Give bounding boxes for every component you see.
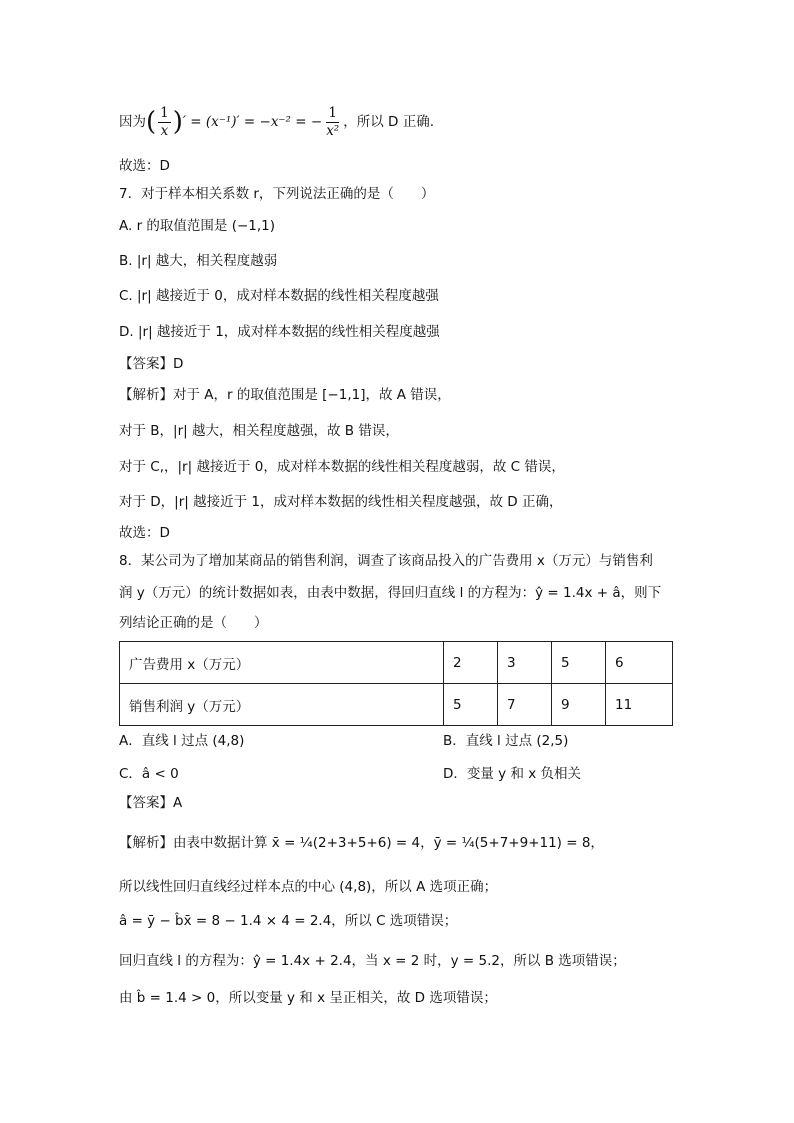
q7-option-d: D. |r| 越接近于 1，成对样本数据的线性相关程度越强 — [119, 324, 440, 340]
row-label-profit: 销售利润 y（万元） — [120, 684, 444, 726]
q8-analysis-means: 【解析】由表中数据计算 x̄ = ¼(2+3+5+6) = 4，ȳ = ¼(5+7+9+11) = 8， — [119, 835, 604, 851]
q7-stem: 7．对于样本相关系数 r，下列说法正确的是（ ） — [119, 186, 435, 202]
derivative-prefix: 因为 — [119, 114, 146, 130]
q8-option-b: B．直线 l 过点 (2,5) — [443, 733, 569, 749]
q8-stem-line-2: 润 y（万元）的统计数据如表，由表中数据，得回归直线 l 的方程为：ŷ = 1.4x + â，则下 — [119, 585, 662, 601]
q7-option-a: A. r 的取值范围是 (−1,1) — [119, 218, 276, 234]
q8-answer: 【答案】A — [119, 795, 183, 811]
q8-stem-line-1: 8．某公司为了增加某商品的销售利润，调查了该商品投入的广告费用 x（万元）与销售利 — [119, 553, 653, 569]
q7-analysis-b: 对于 B，|r| 越大，相关程度越强，故 B 错误， — [119, 423, 399, 439]
q6-select: 故选：D — [119, 158, 170, 174]
table-cell: 9 — [552, 684, 606, 726]
q7-option-c: C. |r| 越接近于 0，成对样本数据的线性相关程度越强 — [119, 288, 439, 304]
table-cell: 7 — [498, 684, 552, 726]
q8-stem-line-3: 列结论正确的是（ ） — [119, 615, 268, 631]
table-cell: 3 — [498, 642, 552, 684]
q7-answer: 【答案】D — [119, 356, 184, 372]
table-cell: 5 — [552, 642, 606, 684]
q8-option-c: C．â < 0 — [119, 766, 179, 782]
table-row — [120, 642, 673, 684]
table-cell: 11 — [606, 684, 673, 726]
data-table — [119, 641, 673, 726]
q7-option-b: B. |r| 越大，相关程度越弱 — [119, 253, 278, 269]
q8-option-d: D．变量 y 和 x 负相关 — [443, 766, 582, 782]
row-label-ad-cost: 广告费用 x（万元） — [120, 642, 444, 684]
q8-analysis-intercept: â = ȳ − b̂x̄ = 8 − 1.4 × 4 = 2.4，所以 C 选项错误； — [119, 913, 458, 929]
q7-analysis-d: 对于 D，|r| 越接近于 1，成对样本数据的线性相关程度越强，故 D 正确， — [119, 494, 563, 510]
q7-select: 故选：D — [119, 525, 170, 541]
derivative-suffix: ，所以 D 正确. — [343, 114, 434, 130]
q8-analysis-center: 所以线性回归直线经过样本点的中心 (4,8)，所以 A 选项正确； — [119, 879, 498, 895]
table-cell: 6 — [606, 642, 673, 684]
derivative-line: 因为( $\frac{1}{x}$ )′ = (x⁻¹)′ = −x⁻² = − $\frac{1}{\text{x²}}$ ，所以 D 正确. — [119, 104, 434, 139]
table-row — [120, 684, 673, 726]
q8-analysis-line: 回归直线 l 的方程为：ŷ = 1.4x + 2.4，当 x = 2 时，y = 5.2，所以 B 选项错误； — [119, 953, 626, 969]
q7-analysis-c: 对于 C,，|r| 越接近于 0，成对样本数据的线性相关程度越弱，故 C 错误， — [119, 459, 565, 475]
derivative-chain: ′ = (x⁻¹)′ = −x⁻² = − — [182, 114, 323, 130]
q7-analysis-a: 【解析】对于 A，r 的取值范围是 [−1,1]，故 A 错误， — [119, 387, 451, 403]
fraction-one-over-x: $\frac{1}{x}$ — [160, 104, 169, 139]
q8-option-a: A．直线 l 过点 (4,8) — [119, 733, 245, 749]
table-cell: 5 — [444, 684, 498, 726]
table-cell: 2 — [444, 642, 498, 684]
q8-analysis-slope: 由 b̂ = 1.4 > 0，所以变量 y 和 x 呈正相关，故 D 选项错误； — [119, 990, 497, 1006]
fraction-one-over-x-squared: $\frac{1}{\text{x²}}$ — [326, 104, 340, 139]
